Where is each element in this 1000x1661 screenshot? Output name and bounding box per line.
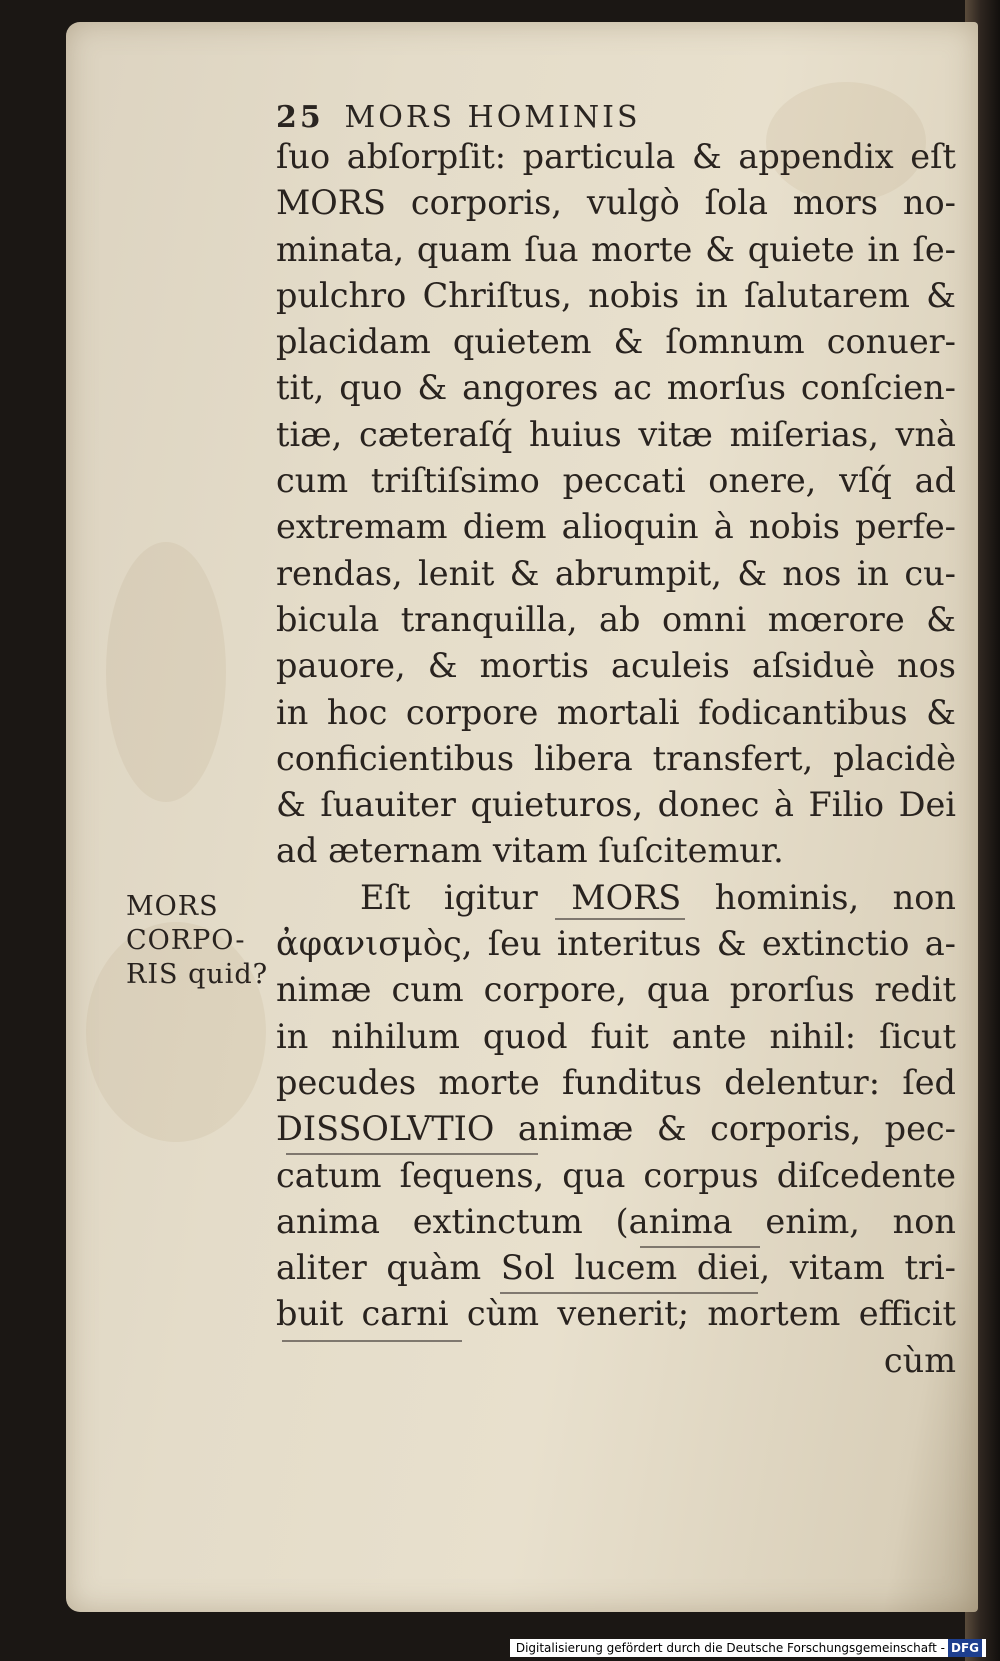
text-line: conficientibus libera transfert, placidè <box>276 738 956 778</box>
running-header <box>276 100 641 135</box>
main-text-block <box>276 134 956 1384</box>
text-line: pulchro Chriſtus, nobis in ſalutarem & <box>276 275 956 315</box>
marginal-note-line: MORS <box>126 891 219 922</box>
ink-underline <box>500 1292 758 1294</box>
text-line: anima extinctum (anima enim, non <box>276 1201 956 1241</box>
text-line: rendas, lenit & abrumpit, & nos in cu- <box>276 553 956 593</box>
text-line: nimæ cum corpore, qua prorſus redit <box>276 970 956 1010</box>
text-line: ἀφανισμὸς, ſeu interitus & extinctio a- <box>276 924 956 964</box>
text-line: MORS corporis, vulgò ſola mors no- <box>276 183 956 223</box>
dfg-logo: DFG <box>948 1639 982 1657</box>
text-line: buit carni cùm venerit; mortem efficit <box>276 1294 956 1334</box>
text-line: ſuo abſorpſit: particula & appendix eſt <box>276 137 956 176</box>
text-line: minata, quam ſua morte & quiete in ſe- <box>276 229 956 269</box>
text-line: Eſt igitur MORS hominis, non <box>360 877 956 917</box>
text-line: pecudes morte funditus delentur: ſed <box>276 1062 956 1102</box>
text-line: aliter quàm Sol lucem diei, vitam tri- <box>276 1248 956 1288</box>
text-line: in nihilum quod fuit ante nihil: ſicut <box>276 1016 956 1056</box>
text-line: tiæ, cæteraſq́ huius vitæ miſerias, vnà <box>276 414 956 454</box>
digitization-credit <box>510 1639 986 1657</box>
text-line: extremam diem alioquin à nobis perfe- <box>276 507 956 547</box>
text-line: ad æternam vitam ſuſcitemur. <box>276 831 784 871</box>
marginal-note <box>126 890 286 992</box>
text-line: placidam quietem & ſomnum conuer- <box>276 322 956 362</box>
ink-underline <box>282 1340 462 1342</box>
catchword: cùm <box>883 1340 956 1380</box>
text-line: bicula tranquilla, ab omni mœrore & <box>276 599 956 639</box>
running-head-title: MORS HOMINIS <box>344 100 641 135</box>
paper-stain <box>106 542 226 802</box>
text-line: catum ſequens, qua corpus diſcedente <box>276 1155 956 1195</box>
ink-underline <box>286 1153 538 1155</box>
text-line: in hoc corpore mortali fodicantibus & <box>276 692 956 732</box>
text-line: & ſuauiter quieturos, donec à Filio Dei <box>276 785 956 825</box>
ink-underline <box>555 918 685 920</box>
text-line: tit, quo & angores ac morſus conſcien- <box>276 368 956 408</box>
credit-text: Digitalisierung gefördert durch die Deutsche Forschungsgemeinschaft - <box>515 1641 945 1655</box>
marginal-note-line: RIS quid? <box>126 959 269 990</box>
text-line: pauore, & mortis aculeis aſsiduè nos <box>276 646 956 686</box>
page-number: 25 <box>276 100 324 135</box>
ink-underline <box>640 1246 760 1248</box>
marginal-note-line: CORPO- <box>126 925 246 956</box>
text-line: DISSOLVTIO animæ & corporis, pec- <box>276 1109 956 1149</box>
text-line: cum triſtiſsimo peccati onere, vſq́ ad <box>276 461 956 501</box>
